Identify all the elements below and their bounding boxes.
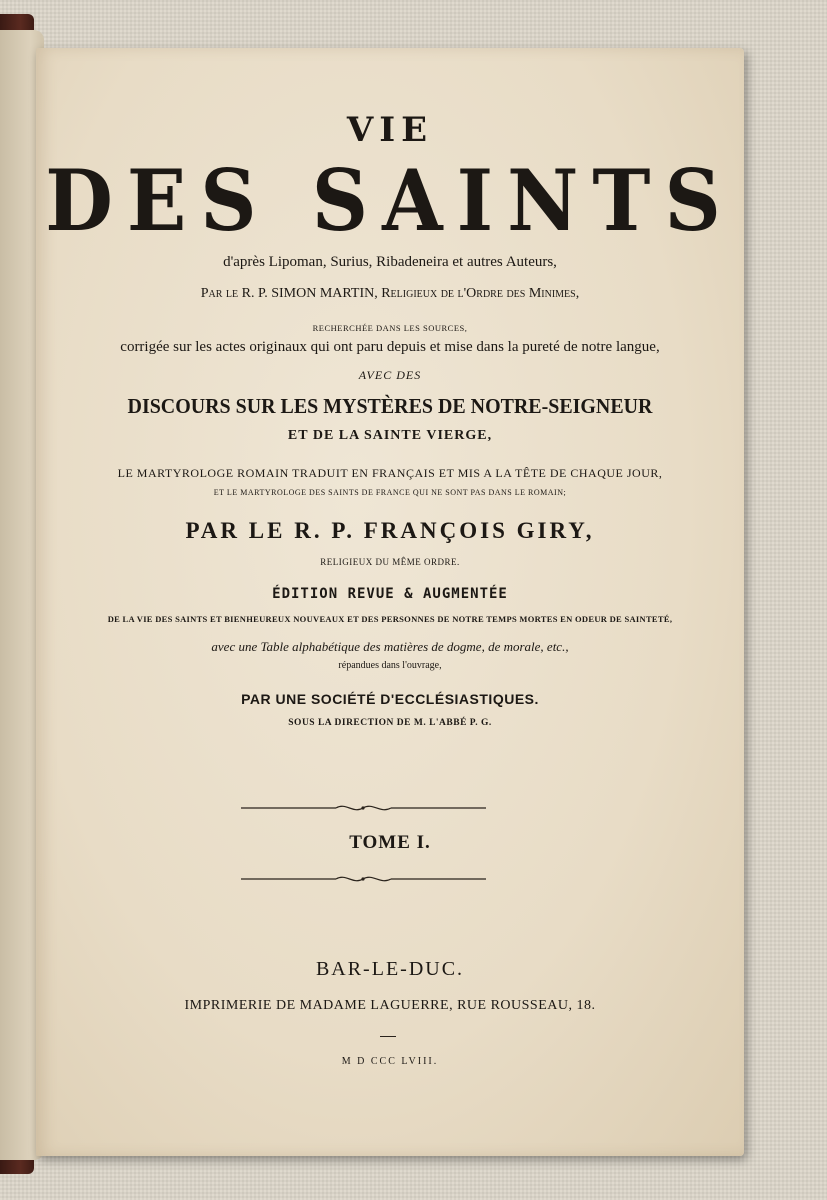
ornamental-rule-bottom — [241, 873, 486, 885]
subtitle-discours: DISCOURS SUR LES MYSTÈRES DE NOTRE-SEIGNEUR — [127, 394, 653, 418]
subtitle-apres: d'après Lipoman, Surius, Ribadeneira et autres Auteurs, — [223, 254, 557, 270]
imprint-date: M D CCC LVIII. — [341, 1056, 439, 1067]
edition-direction: SOUS LA DIRECTION DE M. L'ABBÉ P. G. — [288, 718, 492, 728]
subtitle-martyrologe-france: ET LE MARTYROLOGE DES SAINTS DE FRANCE QUI NE SONT PAS DANS LE ROMAIN; — [213, 488, 567, 497]
subtitle-corrigee: corrigée sur les actes originaux qui ont paru depuis et mise dans la pureté de notre langue, — [120, 339, 660, 355]
edition-repandues: répandues dans l'ouvrage, — [338, 660, 442, 671]
title-vie: VIE — [346, 110, 434, 150]
subtitle-par-martin: Par le R. P. SIMON MARTIN, Religieux de l'Ordre des Minimes, — [200, 286, 580, 301]
imprint-short-rule — [380, 1036, 396, 1037]
subtitle-martyrologe: LE MARTYROLOGE ROMAIN TRADUIT EN FRANÇAIS ET MIS A LA TÊTE DE CHAQUE JOUR, — [117, 466, 663, 480]
author-giry: PAR LE R. P. FRANÇOIS GIRY, — [185, 518, 595, 543]
edition-societe: PAR UNE SOCIÉTÉ D'ECCLÉSIASTIQUES. — [241, 691, 539, 707]
subtitle-avec-des: AVEC DES — [358, 368, 422, 382]
title-des-saints: DES SAINTS — [45, 152, 735, 251]
title-page — [36, 48, 744, 1156]
author-religieux: RELIGIEUX DU MÊME ORDRE. — [320, 557, 460, 567]
imprint-city: BAR-LE-DUC. — [315, 958, 465, 980]
edition-table: avec une Table alphabétique des matières de dogme, de morale, etc., — [211, 639, 569, 654]
ornamental-rule-top — [241, 802, 486, 814]
edition-revue: ÉDITION REVUE & AUGMENTÉE — [272, 586, 508, 602]
subtitle-recherchee: RECHERCHÉE DANS LES SOURCES, — [312, 323, 468, 333]
volume-tome: TOME I. — [349, 832, 431, 853]
edition-vie-saints: DE LA VIE DES SAINTS ET BIENHEUREUX NOUVEAUX ET DES PERSONNES DE NOTRE TEMPS MORTES EN ODEUR DE SAINTETÉ, — [107, 614, 673, 624]
subtitle-vierge: ET DE LA SAINTE VIERGE, — [287, 428, 493, 443]
imprint-printer: IMPRIMERIE DE MADAME LAGUERRE, RUE ROUSSEAU, 18. — [184, 998, 596, 1013]
